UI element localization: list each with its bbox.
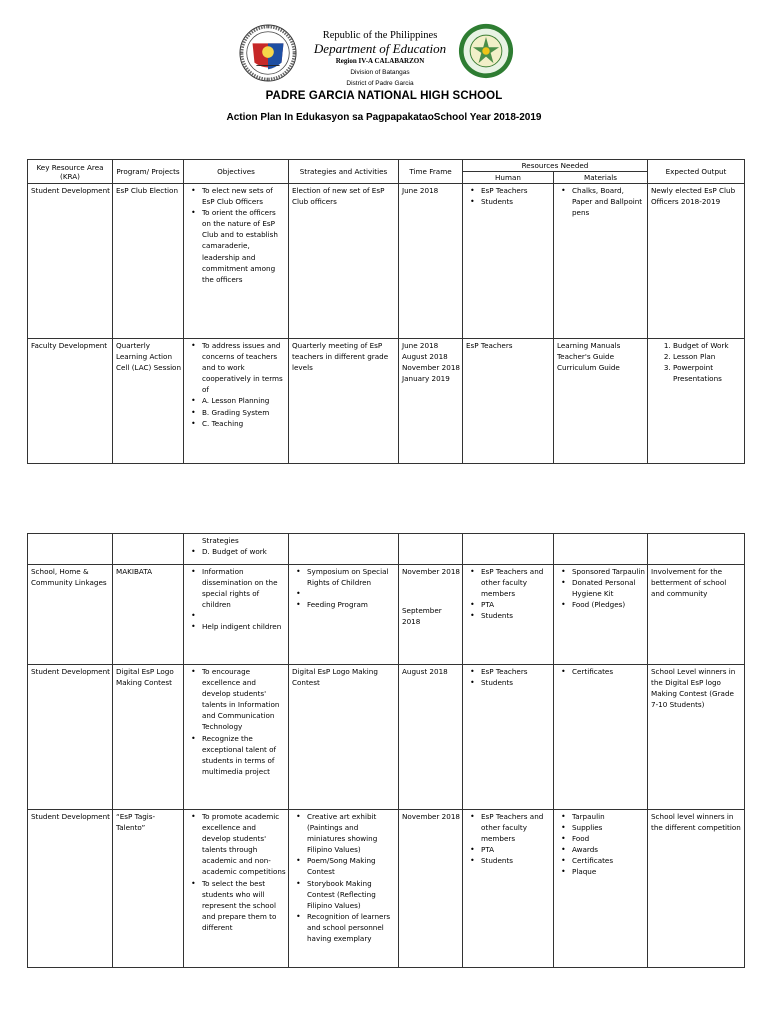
materials-cell — [554, 665, 648, 810]
list-item: • Supplies — [572, 822, 645, 833]
list-item: • Plaque — [572, 866, 645, 877]
department-line: Department of Education — [313, 41, 447, 56]
list-item: • Tarpaulin — [572, 811, 645, 822]
list-item: • C. Teaching — [202, 418, 286, 429]
material-line: Curriculum Guide — [557, 363, 620, 373]
list-item: • Help indigent children — [202, 621, 286, 632]
col-header-objectives: Objectives — [184, 160, 289, 184]
strategies-cell — [289, 565, 399, 665]
plan-title: Action Plan In Edukasyon sa PagpapakataoSchool Year 2018-2019 — [226, 112, 542, 123]
list-item: • Awards — [572, 844, 645, 855]
list-item: • Recognition of learners and school personnel having exemplary — [307, 911, 396, 944]
kra-cell: Faculty Development — [28, 339, 113, 464]
district-line: District of Padre Garcia — [346, 80, 414, 87]
materials-cell — [554, 339, 648, 464]
objectives-cell — [184, 339, 289, 464]
list-item: • Donated Personal Hygiene Kit — [572, 577, 645, 599]
col-header-kra: Key Resource Area (KRA) — [28, 160, 113, 184]
materials-cell — [554, 184, 648, 339]
time-cell — [399, 339, 463, 464]
materials-cell — [554, 810, 648, 968]
list-item: • Creative art exhibit (Paintings and miniatures showing Filipino Values) — [307, 811, 396, 855]
region-line: Region IV-A CALABARZON — [335, 57, 425, 65]
objectives-cell — [184, 534, 289, 565]
list-item: • EsP Teachers and other faculty members — [481, 566, 551, 599]
strategies-cell: Quarterly meeting of EsP teachers in different grade levels — [289, 339, 399, 464]
objectives-cell — [184, 565, 289, 665]
col-header-materials: Materials — [554, 172, 648, 184]
program-cell: Quarterly Learning Action Cell (LAC) Session — [113, 339, 184, 464]
strategies-cell: Digital EsP Logo Making Contest — [289, 665, 399, 810]
kra-cell: School, Home & Community Linkages — [28, 565, 113, 665]
strategies-cell: Election of new set of EsP Club officers — [289, 184, 399, 339]
table-row — [28, 534, 745, 565]
list-item: • PTA — [481, 844, 551, 855]
time-cell: June 2018 — [399, 184, 463, 339]
time-line: November 2018 — [402, 567, 460, 576]
list-item: • Students — [481, 196, 551, 207]
time-cell: November 2018 — [399, 810, 463, 968]
col-header-output: Expected Output — [648, 160, 745, 184]
list-item: • Students — [481, 610, 551, 621]
list-item: • To orient the officers on the nature of EsP Club and to establish camaraderie, leadership and commitment among the officers — [202, 207, 286, 285]
deped-seal-icon — [239, 24, 297, 82]
program-cell: EsP Club Election — [113, 184, 184, 339]
human-cell — [463, 810, 554, 968]
human-cell — [463, 665, 554, 810]
republic-line: Republic of the Philippines — [322, 30, 438, 41]
list-item: • D. Budget of work — [202, 546, 286, 557]
list-item: • To elect new sets of EsP Club Officers — [202, 185, 286, 207]
list-item: 2. Lesson Plan — [673, 351, 742, 362]
objectives-cell — [184, 665, 289, 810]
table-row — [28, 665, 745, 810]
kra-cell: Student Development — [28, 665, 113, 810]
program-cell: Digital EsP Logo Making Contest — [113, 665, 184, 810]
objectives-cell — [184, 810, 289, 968]
list-item: • Food (Pledges) — [572, 599, 645, 610]
table-row — [28, 339, 745, 464]
list-item: • B. Grading System — [202, 407, 286, 418]
material-line: Learning Manuals — [557, 341, 621, 350]
material-line: Teacher's Guide — [557, 352, 614, 362]
human-cell: EsP Teachers — [463, 339, 554, 464]
col-header-time: Time Frame — [399, 160, 463, 184]
output-cell: School Level winners in the Digital EsP logo Making Contest (Grade 7-10 Students) — [648, 665, 745, 810]
school-seal-icon — [458, 23, 514, 79]
output-cell: School level winners in the different competition — [648, 810, 745, 968]
time-line: September 2018 — [402, 606, 442, 627]
output-cell: Newly elected EsP Club Officers 2018-2019 — [648, 184, 745, 339]
division-line: Division of Batangas — [350, 69, 410, 76]
list-item: • Information dissemination on the special rights of children — [202, 566, 286, 610]
list-item: • Poem/Song Making Contest — [307, 855, 396, 877]
kra-cell: Student Development — [28, 810, 113, 968]
col-header-program: Program/ Projects — [113, 160, 184, 184]
list-item: • To encourage excellence and develop students' talents in Information and Communication Technology — [202, 666, 286, 733]
list-item: • Certificates — [572, 666, 645, 677]
list-item: • Storybook Making Contest (Reflecting Filipino Values) — [307, 878, 396, 911]
action-plan-table-2 — [27, 533, 745, 968]
table-row — [28, 565, 745, 665]
kra-cell: Student Development — [28, 184, 113, 339]
list-item: • Sponsored Tarpaulin — [572, 566, 645, 577]
list-item: • Students — [481, 677, 551, 688]
output-cell: Involvement for the betterment of school and community — [648, 565, 745, 665]
col-header-resources: Resources Needed — [463, 160, 648, 172]
list-item: • EsP Teachers — [481, 666, 551, 677]
human-cell — [463, 565, 554, 665]
program-cell: “EsP Tagis-Talento” — [113, 810, 184, 968]
time-cell — [399, 565, 463, 665]
list-item: • A. Lesson Planning — [202, 395, 286, 406]
list-item: • Chalks, Board, Paper and Ballpoint pens — [572, 185, 645, 218]
program-cell: MAKIBATA — [113, 565, 184, 665]
output-cell — [648, 339, 745, 464]
action-plan-table-1 — [27, 159, 745, 464]
list-item: • Certificates — [572, 855, 645, 866]
list-item: • EsP Teachers — [481, 185, 551, 196]
list-item: • Feeding Program — [307, 599, 396, 610]
list-item: • Food — [572, 833, 645, 844]
table-row — [28, 184, 745, 339]
list-item: • Recognize the exceptional talent of students in terms of multimedia project — [202, 733, 286, 777]
objectives-cell — [184, 184, 289, 339]
col-header-strategies: Strategies and Activities — [289, 160, 399, 184]
list-item: • Students — [481, 855, 551, 866]
time-line: January 2019 — [402, 374, 450, 384]
school-name: PADRE GARCIA NATIONAL HIGH SCHOOL — [265, 90, 503, 102]
list-item: 1. Budget of Work — [673, 340, 742, 351]
strategies-cell — [289, 810, 399, 968]
list-item: • To promote academic excellence and develop students' talents through academic and non-academic competitions — [202, 811, 286, 878]
time-cell: August 2018 — [399, 665, 463, 810]
time-line: June 2018 — [402, 341, 439, 350]
human-cell — [463, 184, 554, 339]
time-line: August 2018 — [402, 352, 448, 362]
materials-cell — [554, 565, 648, 665]
continued-text: Strategies — [202, 536, 239, 545]
list-item: • EsP Teachers and other faculty members — [481, 811, 551, 844]
list-item: • To select the best students who will represent the school and prepare them to different — [202, 878, 286, 933]
table-row — [28, 810, 745, 968]
list-item: • PTA — [481, 599, 551, 610]
list-item: • Symposium on Special Rights of Children — [307, 566, 396, 588]
time-line: November 2018 — [402, 363, 460, 373]
col-header-human: Human — [463, 172, 554, 184]
list-item: 3. Powerpoint Presentations — [673, 362, 742, 384]
list-item: • To address issues and concerns of teachers and to work cooperatively in terms of — [202, 340, 286, 395]
